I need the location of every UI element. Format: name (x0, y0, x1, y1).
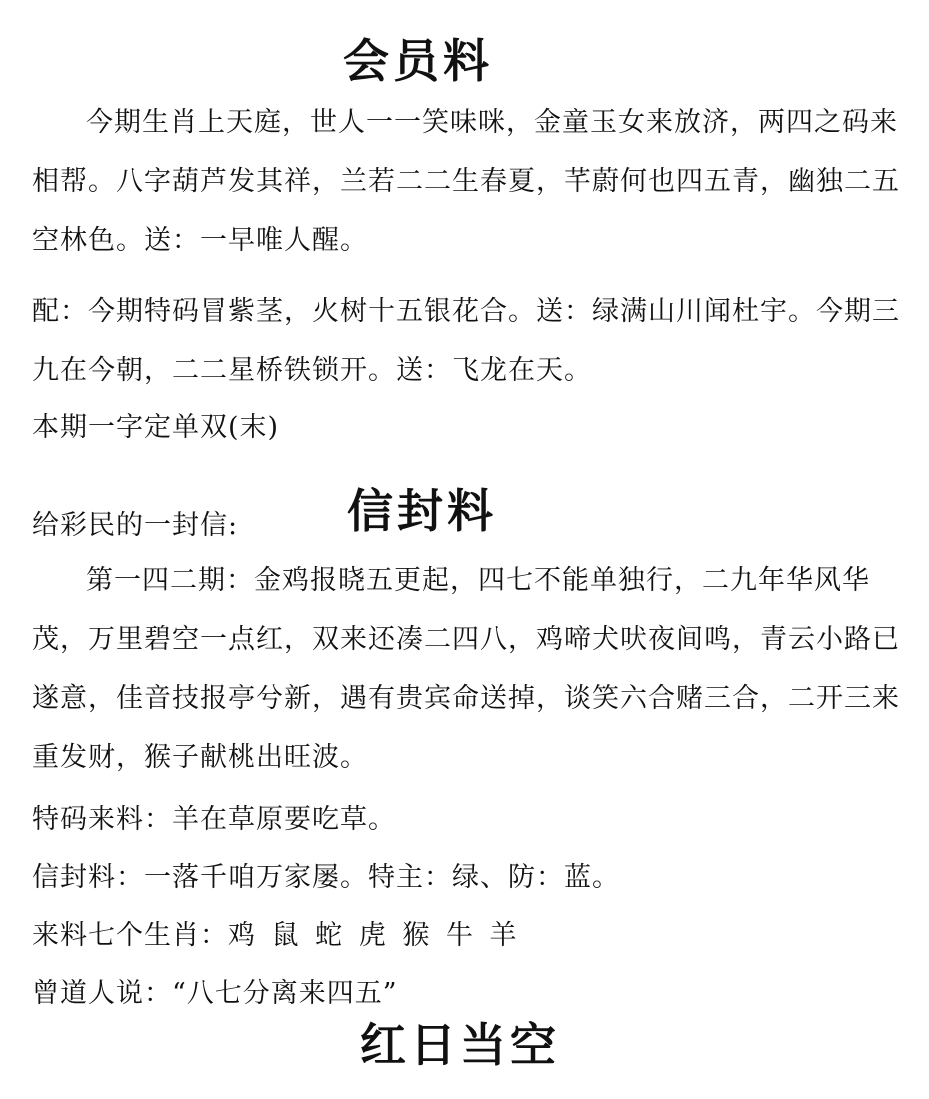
special-code-line: 特码来料：羊在草原要吃草。 (32, 804, 396, 835)
member-paragraph-2: 配：今期特码冒紫茎，火树十五银花合。送：绿满山川闻杜宇。今期三九在今朝，二二星桥铁锁开。送：飞龙在天。 (32, 296, 900, 386)
envelope-paragraph: 第一四二期：金鸡报晓五更起，四七不能单独行，二九年华风华茂，万里碧空一点红，双来还凑二四八，鸡啼犬吠夜间鸣，青云小路已遂意，佳音技报亭兮新，遇有贵宾命送掉，谈笑六合赌三合，二开三来重发财，猴子献桃出旺波。 (32, 565, 900, 773)
envelope-section-title: 信封料 (347, 484, 497, 538)
footer-title: 红日当空 (360, 1018, 560, 1072)
member-section-title: 会员料 (343, 34, 493, 88)
member-paragraph-1: 今期生肖上天庭，世人一一笑味咪，金童玉女来放济，两四之码来相帮。八字葫芦发其祥，兰若二二生春夏，芊蔚何也四五青，幽独二五空林色。送：一早唯人醒。 (32, 107, 900, 256)
letter-label: 给彩民的一封信: (32, 510, 239, 541)
zodiac-line: 来料七个生肖：鸡 鼠 蛇 虎 猴 牛 羊 (32, 920, 518, 951)
saying-line: 曾道人说：“八七分离来四五” (32, 978, 398, 1009)
single-double-line: 本期一字定单双(末) (32, 412, 280, 443)
envelope-line: 信封料：一落千咱万家屡。特主：绿、防：蓝。 (32, 862, 620, 893)
